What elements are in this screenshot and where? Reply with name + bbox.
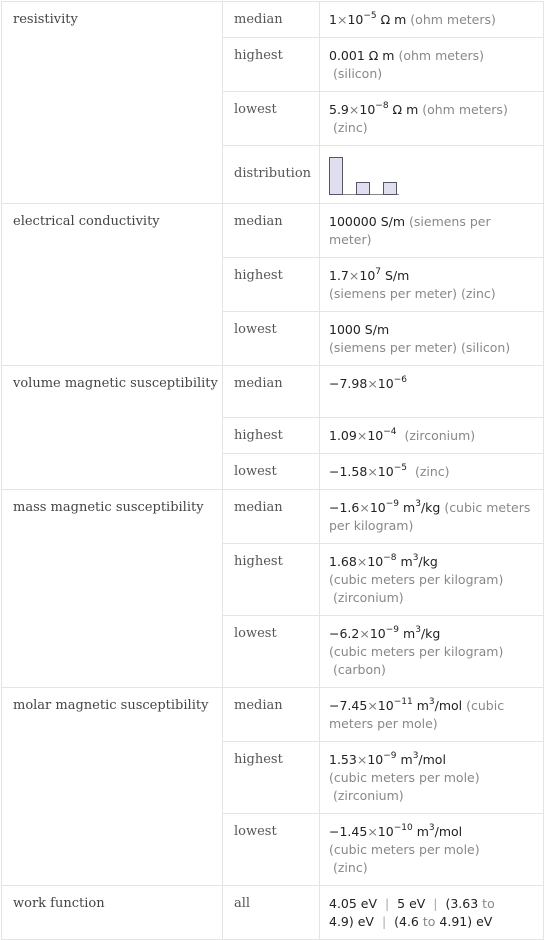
unit-note: (cubic meters per kilogram) — [329, 572, 504, 587]
unit: Ω m — [368, 48, 395, 63]
unit-base: m — [403, 626, 416, 641]
value: 5 eV — [397, 896, 426, 911]
unit — [417, 824, 462, 839]
unit-exponent: 3 — [428, 823, 435, 833]
range-end: 4.91) eV — [439, 914, 493, 929]
stat-label: highest — [223, 742, 320, 814]
unit-tail: /mol — [418, 752, 446, 767]
stat-label: lowest — [223, 814, 320, 886]
unit-tail: /mol — [434, 698, 463, 713]
unit-note: (siemens per meter) — [329, 214, 491, 247]
stat-label: median — [223, 366, 320, 418]
range-start: (4.6 — [394, 914, 419, 929]
range-to: to — [422, 914, 436, 929]
stat-label: highest — [223, 38, 320, 92]
value-cell: $-7.98\times 10^{-6}$ — [320, 366, 544, 418]
exponent: −5 — [393, 463, 407, 473]
element-note: (zirconium) — [332, 788, 404, 803]
histogram-bar — [356, 182, 370, 195]
mantissa: 1.68 — [329, 554, 357, 569]
table-row — [2, 688, 544, 742]
exponent: −11 — [393, 697, 413, 707]
stat-label: lowest — [223, 312, 320, 366]
unit-exponent: 3 — [428, 697, 435, 707]
unit-base: m — [416, 698, 429, 713]
exponent: −10 — [393, 823, 413, 833]
range-start: (3.63 — [445, 896, 479, 911]
unit — [401, 554, 438, 569]
unit-exponent: 3 — [412, 553, 419, 563]
unit-exponent: 3 — [415, 625, 421, 635]
mantissa: 5.9 — [329, 102, 349, 117]
distribution-histogram — [329, 155, 535, 195]
property-name-volume-magnetic-susceptibility: volume magnetic susceptibility — [2, 366, 223, 490]
value: 100000 — [329, 214, 377, 229]
value-cell: $1.09\times 10^{-4}$ (zirconium) — [320, 418, 544, 454]
table-row — [2, 366, 544, 418]
exponent: −8 — [383, 553, 397, 563]
mantissa: 1 — [329, 12, 337, 27]
mantissa: −7.45 — [329, 698, 368, 713]
element-note: (zinc) — [414, 464, 450, 479]
unit-note: (ohm meters) — [422, 102, 508, 117]
element-note: (zinc) — [332, 860, 368, 875]
range-to: to — [482, 896, 495, 911]
separator: | — [385, 896, 390, 911]
unit-note: (cubic meters per mole) — [329, 770, 480, 785]
exponent: −9 — [385, 499, 400, 509]
mantissa: 1.09 — [329, 428, 357, 443]
unit-note: (siemens per meter) — [329, 340, 458, 355]
stat-label: all — [223, 886, 320, 940]
unit-base: m — [400, 554, 413, 569]
histogram-bar — [383, 182, 397, 195]
mantissa: −6.2 — [329, 626, 360, 641]
separator: | — [433, 896, 438, 911]
unit-exponent: 3 — [415, 499, 421, 509]
unit-exponent: 3 — [412, 751, 419, 761]
value-cell: $5.9\times 10^{-8}$ Ω m (ohm meters) (zinc) — [320, 92, 544, 146]
stat-label: lowest — [223, 616, 320, 688]
unit: S/m — [364, 322, 390, 337]
element-note: (zirconium) — [404, 428, 476, 443]
value-cell — [320, 38, 544, 92]
table-row — [2, 886, 544, 940]
unit-base: m — [400, 752, 413, 767]
exponent: 7 — [375, 267, 382, 277]
element-note: (silicon) — [461, 340, 511, 355]
table-row — [2, 490, 544, 544]
unit-note: (cubic meters per kilogram) — [329, 644, 504, 659]
stat-label: highest — [223, 544, 320, 616]
exponent: −9 — [385, 625, 400, 635]
mantissa: 1.7 — [329, 268, 349, 283]
element-note: (zirconium) — [332, 590, 404, 605]
unit-note: (ohm meters) — [398, 48, 485, 63]
mantissa: −1.6 — [329, 500, 360, 515]
value: 0.001 — [329, 48, 365, 63]
unit-tail: /mol — [434, 824, 463, 839]
unit: S/m — [380, 214, 406, 229]
element-note: (zinc) — [461, 286, 496, 301]
stat-label: highest — [223, 418, 320, 454]
mantissa: 1.53 — [329, 752, 357, 767]
mantissa: −1.58 — [329, 464, 368, 479]
exponent: −9 — [383, 751, 397, 761]
value-cell: $-1.45\times 10^{-10}$ $m^3$/mol (cubic meters per mole) (zinc) — [320, 814, 544, 886]
unit-tail: /kg — [418, 554, 438, 569]
unit: S/m — [385, 268, 410, 283]
exponent: −8 — [375, 101, 389, 111]
value: 4.05 eV — [329, 896, 378, 911]
unit-note: (cubic meters per mole) — [329, 842, 480, 857]
unit — [401, 752, 446, 767]
unit-base: m — [416, 824, 429, 839]
stat-label: highest — [223, 258, 320, 312]
mantissa: −7.98 — [329, 376, 368, 391]
value-cell: $1.7\times 10^7$ S/m (siemens per meter) (zinc) — [320, 258, 544, 312]
value-cell — [320, 312, 544, 366]
value-cell: $-7.45\times 10^{-11}$ $m^3$/mol (cubic meters per mole) — [320, 688, 544, 742]
unit — [417, 698, 462, 713]
value-cell: $-1.6\times 10^{-9}$ $m^3/kg$ (cubic meters per kilogram) — [320, 490, 544, 544]
unit: Ω m — [380, 12, 407, 27]
property-name-conductivity: electrical conductivity — [2, 204, 223, 366]
unit — [403, 500, 440, 515]
value-cell: $1\times 10^{-5}$ Ω m (ohm meters) — [320, 2, 544, 38]
stat-label: median — [223, 490, 320, 544]
property-name-mass-magnetic-susceptibility: mass magnetic susceptibility — [2, 490, 223, 688]
unit-tail: /kg — [420, 626, 441, 641]
element-note: (carbon) — [332, 662, 386, 677]
value-cell: $1.68\times 10^{-8}$ $m^3/kg$ (cubic meters per kilogram) (zirconium) — [320, 544, 544, 616]
value-cell: $-1.58\times 10^{-5}$ (zinc) — [320, 454, 544, 490]
stat-label: lowest — [223, 454, 320, 490]
unit: Ω m — [392, 102, 419, 117]
value-cell: $1.53\times 10^{-9}$ $m^3$/mol (cubic meters per mole) (zirconium) — [320, 742, 544, 814]
stat-label: lowest — [223, 92, 320, 146]
mantissa: −1.45 — [329, 824, 368, 839]
value-cell: $-6.2\times 10^{-9}$ $m^3/kg$ (cubic meters per kilogram) (carbon) — [320, 616, 544, 688]
unit-base: m — [403, 500, 416, 515]
unit-note: (siemens per meter) — [329, 286, 458, 301]
unit — [403, 626, 440, 641]
separator: | — [381, 914, 387, 929]
properties-table — [1, 1, 544, 940]
stat-label: median — [223, 688, 320, 742]
element-note: (silicon) — [332, 66, 383, 81]
unit-tail: /kg — [420, 500, 441, 515]
range-end: 4.9) eV — [329, 914, 374, 929]
exponent: −6 — [393, 375, 407, 385]
stat-label: median — [223, 2, 320, 38]
unit-note: (cubic meters per kilogram) — [329, 500, 531, 533]
distribution-cell — [320, 146, 544, 204]
stat-label: median — [223, 204, 320, 258]
stat-label: distribution — [223, 146, 320, 204]
histogram-bar — [329, 157, 343, 195]
unit-note: (cubic meters per mole) — [329, 698, 505, 731]
table-row — [2, 2, 544, 38]
value-cell — [320, 886, 544, 940]
unit-note: (ohm meters) — [410, 12, 496, 27]
table-row — [2, 204, 544, 258]
exponent: −5 — [363, 11, 377, 21]
exponent: −4 — [383, 427, 397, 437]
value-cell — [320, 204, 544, 258]
property-name-work-function: work function — [2, 886, 223, 940]
property-name-molar-magnetic-susceptibility: molar magnetic susceptibility — [2, 688, 223, 886]
value: 1000 — [329, 322, 361, 337]
element-note: (zinc) — [332, 120, 368, 135]
property-name-resistivity: resistivity — [2, 2, 223, 204]
